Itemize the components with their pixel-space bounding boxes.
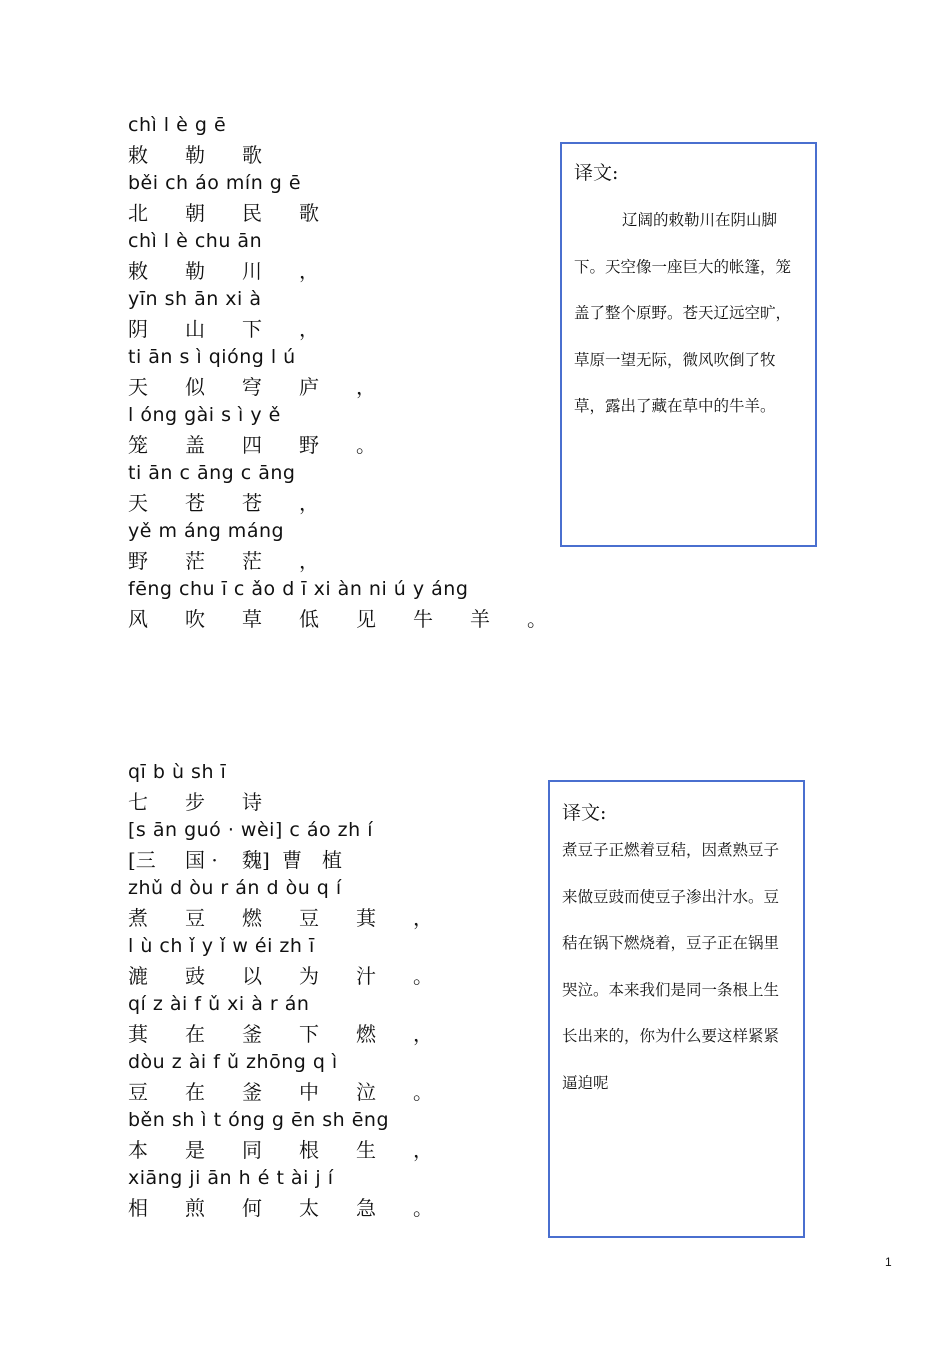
pinyin-text: qí z ài f ǔ xi à r án	[128, 992, 310, 1015]
line-chars	[128, 1018, 470, 1047]
pinyin-text: fēng chu ī c ǎo d ī xi àn ni ú y áng	[128, 577, 469, 600]
line-pinyin	[128, 284, 584, 313]
line-pinyin	[128, 342, 584, 371]
line-pinyin	[128, 1163, 470, 1192]
char: 草	[242, 607, 262, 631]
char: 急	[356, 1196, 376, 1220]
char: 釜	[242, 1022, 262, 1046]
char: 豆	[299, 906, 319, 930]
pinyin-text: l ù ch ǐ y ǐ w éi zh ī	[128, 934, 315, 957]
char: 曹	[282, 848, 302, 872]
char: 山	[185, 317, 205, 341]
char: 相	[128, 1196, 148, 1220]
char: 煮	[128, 906, 148, 930]
line-pinyin	[128, 1105, 470, 1134]
char: 釜	[242, 1080, 262, 1104]
char: 野	[128, 549, 148, 573]
translation-box-1	[560, 142, 817, 547]
char: 萁	[356, 906, 376, 930]
char: 豆	[185, 906, 205, 930]
line-chars	[128, 255, 584, 284]
char: 在	[185, 1022, 205, 1046]
char: 豆	[128, 1080, 148, 1104]
char: 燃	[356, 1022, 376, 1046]
char: ，	[356, 375, 376, 399]
char: 以	[242, 964, 262, 988]
char: 。	[413, 1196, 433, 1220]
char: 何	[242, 1196, 262, 1220]
char: ，	[299, 259, 319, 283]
line-chars	[128, 1134, 470, 1163]
pinyin-text: ti ān c āng c āng	[128, 461, 296, 484]
char: 笼	[128, 433, 148, 457]
char: 生	[356, 1138, 376, 1162]
author-pinyin	[128, 815, 470, 844]
title-pinyin	[128, 757, 470, 786]
pinyin-text: yīn sh ān xi à	[128, 287, 262, 310]
poem-qibu-shi	[128, 757, 470, 1221]
line-pinyin	[128, 574, 584, 603]
char: ，	[299, 317, 319, 341]
line-chars	[128, 603, 584, 632]
translation-box-2	[548, 780, 805, 1238]
title-pinyin	[128, 110, 584, 139]
char: 太	[299, 1196, 319, 1220]
line-pinyin	[128, 873, 470, 902]
pinyin-text: běi ch áo mín g ē	[128, 171, 302, 194]
translation-text: 煮豆子正燃着豆秸，因煮熟豆子来做豆豉而使豆子渗出汁水。豆秸在锅下燃烧着，豆子正在锅里哭泣。本来我们是同一条根上生长出来的，你为什么要这样紧紧逼迫呢	[562, 841, 780, 1092]
char: 本	[128, 1138, 148, 1162]
char: 煎	[185, 1196, 205, 1220]
char: 庐	[299, 375, 319, 399]
char: 漉	[128, 964, 148, 988]
author-chars	[128, 844, 470, 873]
pinyin-text: l óng gài s ì y ě	[128, 403, 281, 426]
char: 歌	[299, 201, 319, 225]
char: ，	[413, 1022, 433, 1046]
line-pinyin	[128, 226, 584, 255]
line-chars	[128, 1076, 470, 1105]
pinyin-text: [s ān guó · wèi] c áo zh í	[128, 818, 374, 841]
pinyin-text: qī b ù sh ī	[128, 760, 227, 783]
char: 中	[299, 1080, 319, 1104]
char: 魏]	[242, 848, 270, 872]
char: 低	[299, 607, 319, 631]
char: 步	[185, 790, 205, 814]
char: 野	[299, 433, 319, 457]
char: 盖	[185, 433, 205, 457]
char: 苍	[242, 491, 262, 515]
char: 天	[128, 375, 148, 399]
line-chars	[128, 429, 584, 458]
char: 见	[356, 607, 376, 631]
title-chars	[128, 139, 584, 168]
line-pinyin	[128, 458, 584, 487]
char: 泣	[356, 1080, 376, 1104]
char: 敕	[128, 143, 148, 167]
char: 阴	[128, 317, 148, 341]
char: 风	[128, 607, 148, 631]
char: 燃	[242, 906, 262, 930]
char: ，	[299, 549, 319, 573]
char: 羊	[470, 607, 490, 631]
pinyin-text: ti ān s ì qióng l ú	[128, 345, 296, 368]
char: 豉	[185, 964, 205, 988]
char: 似	[185, 375, 205, 399]
char: 。	[413, 964, 433, 988]
pinyin-text: xiāng ji ān h é t ài j í	[128, 1166, 334, 1189]
char: 牛	[413, 607, 433, 631]
line-pinyin	[128, 516, 584, 545]
char: 北	[128, 201, 148, 225]
line-pinyin	[128, 1047, 470, 1076]
char: 。	[413, 1080, 433, 1104]
line-chars	[128, 487, 584, 516]
char: 汁	[356, 964, 376, 988]
char: 诗	[242, 790, 262, 814]
char: 在	[185, 1080, 205, 1104]
translation-heading: 译文:	[574, 162, 619, 184]
line-pinyin	[128, 989, 470, 1018]
line-pinyin	[128, 931, 470, 960]
char: 勒	[185, 143, 205, 167]
char: 歌	[242, 143, 262, 167]
char: 。	[356, 433, 376, 457]
pinyin-text: běn sh ì t óng g ēn sh ēng	[128, 1108, 390, 1131]
poem-chile-ge	[128, 110, 584, 632]
char: 民	[242, 201, 262, 225]
char: 七	[128, 790, 148, 814]
line-chars	[128, 960, 470, 989]
pinyin-text: chì l è g ē	[128, 113, 227, 136]
pinyin-text: dòu z ài f ǔ zhōng q ì	[128, 1050, 338, 1073]
char: 穹	[242, 375, 262, 399]
char: 下	[299, 1022, 319, 1046]
char: ，	[413, 1138, 433, 1162]
char: 敕	[128, 259, 148, 283]
line-chars	[128, 545, 584, 574]
char: 国 ·	[185, 848, 218, 872]
char: 同	[242, 1138, 262, 1162]
pinyin-text: yě m áng máng	[128, 519, 285, 542]
line-chars	[128, 902, 470, 931]
author-pinyin	[128, 168, 584, 197]
pinyin-text: zhǔ d òu r án d òu q í	[128, 876, 342, 899]
char: ，	[299, 491, 319, 515]
pinyin-text: chì l è chu ān	[128, 229, 263, 252]
line-pinyin	[128, 400, 584, 429]
char: 是	[185, 1138, 205, 1162]
title-chars	[128, 786, 470, 815]
char: 朝	[185, 201, 205, 225]
char: 天	[128, 491, 148, 515]
char: 植	[322, 848, 342, 872]
char: 茫	[185, 549, 205, 573]
translation-heading: 译文:	[562, 802, 607, 824]
line-chars	[128, 1192, 470, 1221]
char: [三	[128, 848, 156, 872]
char: 吹	[185, 607, 205, 631]
char: 。	[527, 607, 547, 631]
char: 根	[299, 1138, 319, 1162]
char: 下	[242, 317, 262, 341]
page-number: 1	[885, 1255, 892, 1269]
line-chars	[128, 313, 584, 342]
char: 苍	[185, 491, 205, 515]
author-chars	[128, 197, 584, 226]
char: ，	[413, 906, 433, 930]
char: 勒	[185, 259, 205, 283]
char: 萁	[128, 1022, 148, 1046]
char: 为	[299, 964, 319, 988]
char: 川	[242, 259, 262, 283]
line-chars	[128, 371, 584, 400]
char: 四	[242, 433, 262, 457]
translation-text: 辽阔的敕勒川在阴山脚下。天空像一座巨大的帐篷，笼盖了整个原野。苍天辽远空旷，草原一望无际，微风吹倒了牧草，露出了藏在草中的牛羊。	[574, 211, 792, 415]
char: 茫	[242, 549, 262, 573]
